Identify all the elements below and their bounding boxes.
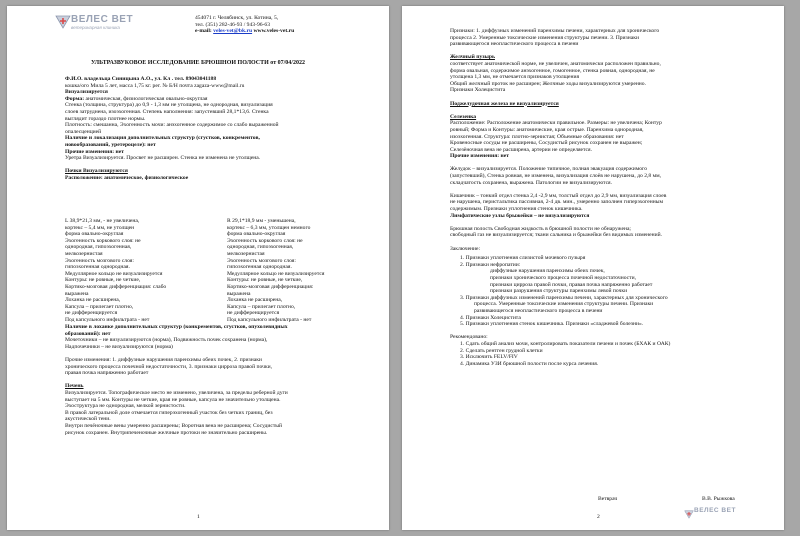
vet-name: В.В. Рыжкова bbox=[702, 496, 735, 502]
document-page-1 bbox=[7, 6, 389, 530]
right-kidney-line: Под капсульного инфильтрата - нет bbox=[227, 316, 312, 323]
spleen-2: ровный; Форма и Контуры: анатомические, края острые. Паренхима однородная, bbox=[450, 126, 644, 133]
left-kidney-line: Контуры: не ровные, не четкие, bbox=[65, 277, 141, 284]
conclusion-item-3c: развивающегося неопластического процесса в печени bbox=[474, 307, 603, 314]
shield-icon bbox=[55, 15, 71, 29]
right-kidney-line: Медуллярное кольцо не визуализируется bbox=[227, 270, 325, 277]
left-kidney-line: не дифференцируется bbox=[65, 310, 118, 317]
stomach-1: Желудок – визуализируется. Положение типичное, полная эвакуация содержимого bbox=[450, 166, 647, 173]
urine-density: Плотность: смешанна, Эхогенность мочи: анэхогенное содержимое со слабо выраженной bbox=[65, 122, 279, 129]
clinic-contacts bbox=[195, 15, 375, 35]
left-kidney-line: Кортико-мозговая дифференциация: слабо bbox=[65, 283, 167, 290]
spleen-heading: Селезенка bbox=[450, 113, 477, 120]
site-text: www.veles-vet.ru bbox=[252, 28, 295, 35]
right-kidney-line: Эхогенность мозгового слоя: bbox=[227, 257, 296, 264]
kidney-other-2: хронического процесса почечной недостаточности, 3. признаки цирроза правой почки, bbox=[65, 363, 273, 370]
right-kidney-line: не дифференцируется bbox=[227, 310, 280, 317]
right-kidney-line: Лоханка не расширена, bbox=[227, 297, 283, 304]
liver-signs: Признаки: 1. диффузных изменений паренхимы печени, характерных для хронического bbox=[450, 28, 660, 34]
conclusion-item-2a-text: диффузные нарушения паренхимы обеих почек, bbox=[490, 268, 605, 275]
liver-heading: Печень bbox=[65, 383, 84, 390]
shield-icon bbox=[684, 506, 694, 515]
email-label: e-mail: bbox=[195, 28, 214, 35]
intestine-1: Кишечник – тонкий отдел стенка 2,4 -2,9 мм, толстый отдел до 2,9 мм, визуализация слоев bbox=[450, 192, 667, 199]
right-kidney-line: кортекс – 6,3 мм, утолщен немного bbox=[227, 224, 311, 231]
right-kidney-line: Эхогенность коркового слоя: не bbox=[227, 237, 303, 244]
right-kidney-line: R 29,1*18,9 мм - уменьшена, bbox=[227, 218, 296, 224]
clinic-web bbox=[195, 28, 375, 35]
left-kidney-line: мелкозернистая bbox=[65, 250, 103, 257]
left-kidney-line: гипоэхогенная однородная. bbox=[65, 264, 130, 271]
left-kidney-line: Под капсульного инфильтрата - нет bbox=[65, 316, 150, 323]
gallbladder-2: форма овальная, содержимое анэхогенное, гомогенное, стенка ровная, однородная, не bbox=[450, 67, 655, 74]
spleen-3: изоэхогенная. Структура: плотно-зернистая; Объемные образования: нет bbox=[450, 133, 624, 140]
page1-body bbox=[65, 76, 365, 182]
intestine-2: не нарушена, перистальтика пассивная, 2-4 дв. мин., умеренно заполнен гиперэхогенным bbox=[450, 199, 664, 206]
left-kidney-line: выражена bbox=[65, 290, 89, 297]
document-page-2 bbox=[402, 6, 784, 530]
right-kidney-line: Контуры: не ровные, не четкие, bbox=[227, 277, 303, 284]
liver-4: В правой латеральной доле отмечается гиперэхогенный участок без четких границ, без bbox=[65, 409, 273, 416]
conclusion-item-3: 3. Признаки диффузных изменений паренхимы печени, характерных для хронического bbox=[460, 294, 668, 301]
gallbladder-heading: Желчный пузырь bbox=[450, 54, 495, 61]
conclusion-item-5: 5. Признаки уплотнения стенок кишечника. Признаки «сладжевой болезни». bbox=[460, 321, 644, 328]
bladder-wall-3: выглядит гораздо плотнее нормы. bbox=[65, 115, 146, 122]
owner-line: Ф.И.О. владельца Синицына А.О., ул. Кл . тел. 89043041188 bbox=[65, 76, 217, 82]
stomach-2: (запустевший), Стенка ровная, не изменена, визуализация слоёв не нарушена, до 2,8 мм, bbox=[450, 173, 662, 180]
abdomen-1: Брюшная полость Свободная жидкость в брюшной полости не обнаружена; bbox=[450, 225, 631, 232]
page1-body-lower bbox=[65, 324, 375, 436]
conclusion-item-2b bbox=[450, 275, 770, 282]
page-number-1: 1 bbox=[197, 514, 200, 520]
pancreas-line: Поджелудочная железа не визуализируется bbox=[450, 100, 559, 107]
liver-3: Эхоструктура не однородная, мелкой зернистости. bbox=[65, 403, 186, 410]
bladder-structures-2: новообразований, уретероцеле): нет bbox=[65, 141, 156, 148]
gallbladder-3: утолщена 1,3 мм, не отмечается признаков утолщения bbox=[450, 74, 580, 81]
kidneys-heading: Почки Визуализируются bbox=[65, 168, 128, 175]
report-title: УЛЬТРАЗВУКОВОЕ ИССЛЕДОВАНИЕ БРЮШНОЙ ПОЛОСТИ от 07/04/2022 bbox=[91, 60, 305, 66]
spleen-4: Кровеносные сосуды не расширены, Сосудистый рисунок сохранен не выражен; bbox=[450, 140, 643, 147]
clinic-address: 454071 г. Челябинск, ул. Котина, 5, bbox=[195, 15, 279, 21]
liver-5: акустической тени. bbox=[65, 416, 111, 423]
ureters-line: Мочеточники – не визуализируются (норма), Подвижность почек сохранена (норма), bbox=[65, 337, 268, 344]
recommendation-2: 2. Сделать рентген грудной клетки bbox=[460, 347, 543, 354]
right-kidney-line: Кортико-мозговая дифференциация: bbox=[227, 283, 314, 290]
spleen-6: Прочие изменения: нет bbox=[450, 153, 509, 160]
kidney-other-3: правая почка напряженно работает bbox=[65, 370, 149, 377]
conclusion-item-1: 1. Признаки уплотнения слизистой мочевого пузыря bbox=[460, 255, 586, 262]
abdomen-2: свободный газ не визуализируется; ткани сальника и брыжейки без видимых изменений. bbox=[450, 232, 662, 239]
conclusion-item-2: 2. Признаки нефропатии: bbox=[460, 261, 521, 268]
conclusion-item-2c-text: признаки цирроза правой почки, правая почка напряженно работает bbox=[490, 281, 653, 288]
right-kidney-line: форма овально-округлая bbox=[227, 231, 286, 238]
bladder-other: Прочие изменения: нет bbox=[65, 148, 124, 155]
bladder-wall: Стенка (толщина, структура) до 0,9 - 1,3 мм не утолщена, не однородная, визуализация bbox=[65, 102, 273, 109]
right-kidney-column bbox=[227, 218, 377, 324]
left-kidney-line: форма овально-округлая bbox=[65, 231, 124, 238]
left-kidney-column bbox=[65, 218, 215, 324]
right-kidney-line: мелкозернистая bbox=[227, 250, 265, 257]
intestine-3: содержимым. Признаки уплотнения стенок кишечника. bbox=[450, 206, 583, 213]
left-kidney-line: Капсула – прилегает плотно, bbox=[65, 303, 134, 310]
gallbladder-4: Общий желчный проток не расширен; Желчные ходы визуализируются умеренно. bbox=[450, 80, 647, 87]
logo-name-footer: ВЕЛЕС ВЕТ bbox=[694, 507, 736, 514]
conclusion-item-2d-text: признаки разрушения структуры паренхимы левой почки bbox=[490, 288, 628, 295]
bladder-form-value: анатомическая, физиологическая овально-округлая bbox=[84, 95, 208, 102]
page-number-2: 2 bbox=[597, 514, 600, 520]
conclusion-item-2a bbox=[450, 268, 770, 275]
spleen-5: Селезёночная вена не расширена, артерии не определяется. bbox=[450, 146, 593, 153]
spleen-1: Расположение: Расположение анатомически правильное. Размеры: не увеличена; Контур bbox=[450, 120, 662, 127]
clinic-logo-footer bbox=[684, 506, 736, 515]
liver-signs-3: развивающегося неопластического процесса в печени bbox=[450, 41, 579, 48]
left-kidney-line: кортекс – 5,4 мм, не утолщен bbox=[65, 224, 135, 231]
lymph-nodes: Лимфатические узлы брыжейки – не визуализируются bbox=[450, 212, 590, 219]
kidney-other: Прочие изменения: 1. диффузные нарушения паренхимы обеих почек, 2. признаки bbox=[65, 356, 262, 363]
urethra-line: Уретра Визуализируется. Просвет не расширен. Стенка не изменена не утолщена. bbox=[65, 155, 261, 162]
pelvis-structures: Наличие в лоханке дополнительных структур (конкрементов, сгустков, опухолевидных bbox=[65, 324, 288, 330]
bladder-wall-2: слоев затруднена, изоэхогенная. Степень наполнения: запустевший 28,1*13,6. Стенка bbox=[65, 108, 269, 115]
left-kidney-line: однородная, гипоэхогенная, bbox=[65, 244, 132, 251]
right-kidney-line: гипоэхогенная однородная. bbox=[227, 264, 292, 271]
recommendations-heading: Рекомендовано: bbox=[450, 334, 488, 341]
gallbladder-1: соответствует анатомической норме, не увеличен, анатомически расположен правильно, bbox=[450, 60, 661, 67]
page2-body bbox=[450, 28, 770, 367]
right-kidney-line: Капсула – прилегает плотно, bbox=[227, 303, 296, 310]
left-kidney-line: Эхогенность коркового слоя: не bbox=[65, 237, 141, 244]
liver-7: рисунок сохранен. Внутрипеченочные желчные протоки не значительно расширены. bbox=[65, 429, 268, 436]
bladder-form-label: Форма: bbox=[65, 95, 85, 102]
liver-1: Визуализируется. Топографическое место не изменено, увеличена, за пределы реберной дуги bbox=[65, 389, 288, 396]
conclusion-item-4: 4. Признаки Холецистита bbox=[460, 314, 521, 321]
adrenals-line: Надпочечники – не визуализируются (норма) bbox=[65, 343, 173, 350]
left-kidney-line: L 38,9*21,3 мм, - не увеличена, bbox=[65, 218, 140, 224]
stomach-3: складчатость сохранена, выражена. Патологии не визуализируются. bbox=[450, 179, 613, 186]
left-kidney-line: Медуллярное кольцо не визуализируется bbox=[65, 270, 163, 277]
pelvis-structures-2: образований): нет bbox=[65, 330, 111, 337]
liver-6: Внутри печёночные вены умеренно расширены; Воротная вена не расширена; Сосудистый bbox=[65, 422, 283, 429]
recommendation-1: 1. Сдать общий анализ мочи, контролировать показатели печени и почек (БХАК и ОАК) bbox=[460, 340, 671, 347]
conclusion-item-2d bbox=[450, 288, 770, 295]
kidneys-location: Расположение: анатомическое, физиологическое bbox=[65, 174, 189, 181]
vet-label: Ветврач bbox=[598, 496, 618, 502]
conclusion-item-2b-text: признаки хронического процесса почечной недостаточности, bbox=[490, 274, 636, 281]
recommendation-4: 4. Динамика УЗИ брюшной полости после курса лечения. bbox=[460, 360, 599, 367]
bladder-heading: Визуализируется bbox=[65, 89, 108, 96]
urine-density-2: опалесценцией bbox=[65, 128, 102, 135]
liver-2: выступает на 5 мм. Контуры не четкие, края не ровные, капсула не значительно утолщена. bbox=[65, 396, 281, 403]
gallbladder-5: Признаки Холецистита bbox=[450, 87, 506, 94]
right-kidney-line: выражена bbox=[227, 290, 251, 297]
right-kidney-line: однородная, гипоэхогенная, bbox=[227, 244, 294, 251]
clinic-phone: тел. (351) 282-46-93 / 943-96-63 bbox=[195, 21, 270, 28]
logo-name: ВЕЛЕС ВЕТ bbox=[71, 14, 134, 25]
left-kidney-line: Эхогенность мозгового слоя: bbox=[65, 257, 134, 264]
left-kidney-line: Лоханка не расширена, bbox=[65, 297, 121, 304]
logo-subtitle: ветеринарная клиника bbox=[71, 25, 120, 30]
conclusion-item-3b: процесса. Умеренные токсические изменения структуры печени. Признаки bbox=[474, 301, 654, 308]
email-link[interactable]: veles-vet@bk.ru bbox=[213, 28, 253, 35]
recommendation-3: 3. Исключить FELV/FIV bbox=[460, 354, 518, 361]
clinic-logo bbox=[55, 14, 133, 30]
pet-line: кошка/ого Мила 5 лет, масса 1,75 кг. рег. № Б/Н почта zagaza-www@mail.ru bbox=[65, 82, 245, 89]
liver-signs-2: процесса 2. Умеренные токсические изменения структуры печени. 3. Признаки bbox=[450, 34, 639, 41]
bladder-structures: Наличие и локализация дополнительных структур (сгустков, конкрементов, bbox=[65, 135, 260, 142]
conclusion-heading: Заключение: bbox=[450, 245, 481, 252]
